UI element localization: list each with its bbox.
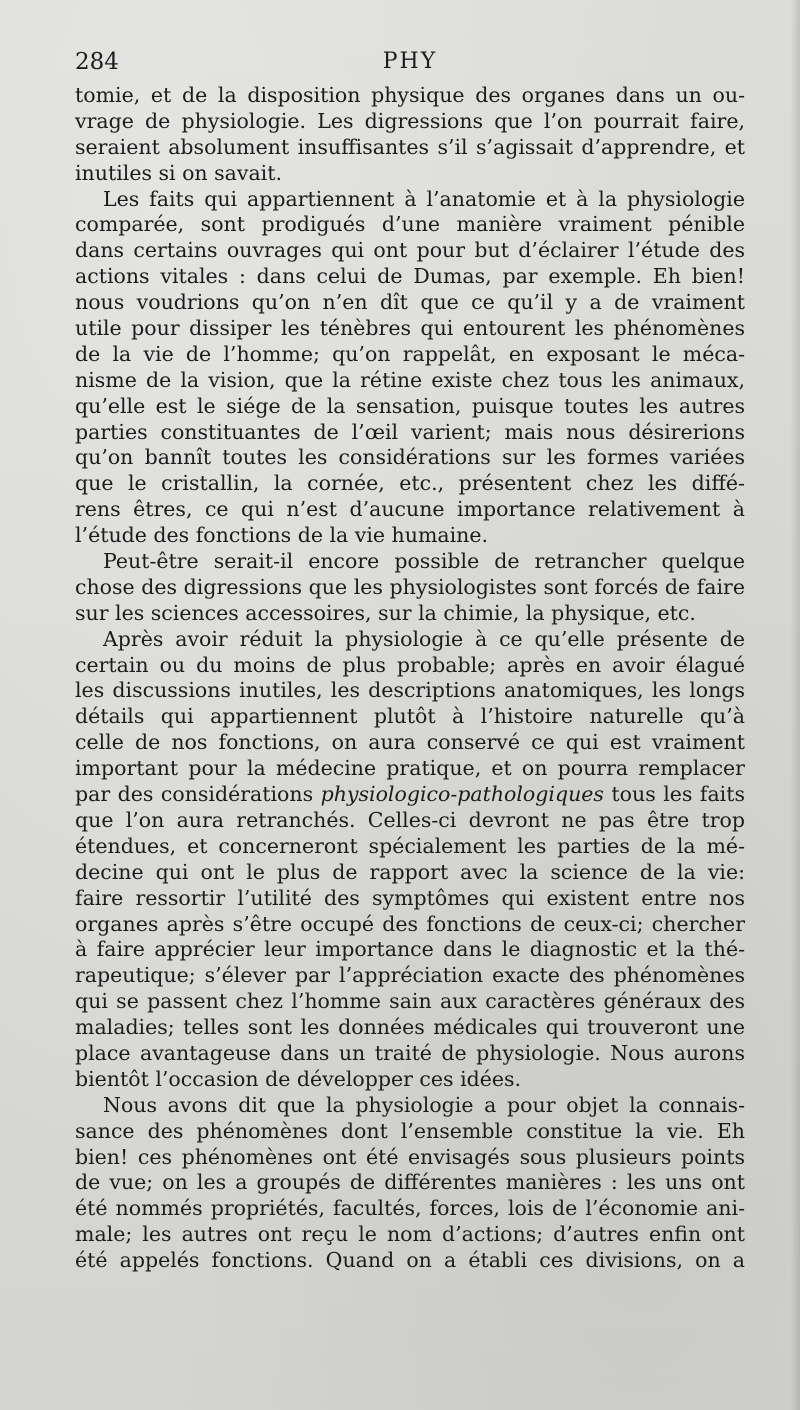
body-text — [75, 83, 745, 1274]
text-line: les discussions inutiles, les descriptions anatomiques, les longs — [75, 678, 745, 703]
page-edge-shadow — [790, 0, 800, 1410]
text-line: été appelés fonctions. Quand on a établi ces divisions, on a — [75, 1248, 745, 1273]
text-line: vrage de physiologie. Les digressions que l’on pourrait faire, — [75, 108, 745, 133]
text-line: qui se passent chez l’homme sain aux caractères généraux des — [75, 989, 745, 1014]
text-line: celle de nos fonctions, on aura conservé ce qui est vraiment — [75, 730, 745, 755]
paragraph — [75, 549, 745, 627]
text-line: Les faits qui appartiennent à l’anatomie et à la physiologie — [103, 186, 745, 211]
text-line: nous voudrions qu’on n’en dît que ce qu’il y a de vraiment — [75, 290, 745, 315]
text-line: Après avoir réduit la physiologie à ce qu’elle présente de — [103, 626, 745, 651]
text-line: parties constituantes de l’œil varient; mais nous désirerions — [75, 419, 745, 444]
italic-term: physiologico-pathologiques — [320, 782, 604, 807]
text-line: place avantageuse dans un traité de physiologie. Nous aurons — [75, 1040, 745, 1065]
text-line: détails qui appartiennent plutôt à l’histoire naturelle qu’à — [75, 704, 745, 729]
text-line: maladies; telles sont les données médicales qui trouveront une — [75, 1015, 745, 1040]
text-line: bien! ces phénomènes ont été envisagés sous plusieurs points — [75, 1144, 745, 1169]
text-line: de vue; on les a groupés de différentes manières : les uns ont — [75, 1170, 745, 1195]
text-line: qu’on bannît toutes les considérations sur les formes variées — [75, 445, 745, 470]
paragraph — [75, 627, 745, 1093]
text-line: sance des phénomènes dont l’ensemble constitue la vie. Eh — [75, 1118, 745, 1143]
text-line: organes après s’être occupé des fonctions de ceux-ci; chercher — [75, 911, 745, 936]
text-line: bientôt l’occasion de développer ces idées. — [75, 1066, 522, 1091]
text-line: rapeutique; s’élever par l’appréciation exacte des phénomènes — [75, 963, 745, 988]
text-line: été nommés propriétés, facultés, forces, lois de l’économie ani- — [75, 1196, 745, 1221]
text-line: Peut-être serait-il encore possible de retrancher quelque — [103, 549, 745, 574]
text-line: que l’on aura retranchés. Celles-ci devront ne pas être trop — [75, 807, 745, 832]
text-line: utile pour dissiper les ténèbres qui entourent les phénomènes — [75, 316, 745, 341]
text-line: à faire apprécier leur importance dans le diagnostic et la thé- — [75, 937, 745, 962]
paragraph — [75, 83, 745, 187]
text-line: comparée, sont prodigués d’une manière vraiment pénible — [75, 212, 745, 237]
text-segment: par des considérations — [75, 782, 321, 807]
text-line: étendues, et concerneront spécialement les parties de la mé- — [75, 833, 745, 858]
text-segment: tous les faits — [603, 782, 745, 807]
text-line: qu’elle est le siége de la sensation, puisque toutes les autres — [75, 393, 745, 418]
text-line: certain ou du moins de plus probable; après en avoir élagué — [75, 652, 745, 677]
text-line: actions vitales : dans celui de Dumas, par exemple. Eh bien! — [75, 264, 745, 289]
text-line: l’étude des fonctions de la vie humaine. — [75, 523, 489, 548]
text-line: que le cristallin, la cornée, etc., présentent chez les diffé- — [75, 471, 745, 496]
text-line: important pour la médecine pratique, et on pourra remplacer — [75, 756, 745, 781]
text-line: inutiles si on savait. — [75, 160, 282, 185]
text-line: faire ressortir l’utilité des symptômes qui existent entre nos — [75, 885, 745, 910]
text-line: rens êtres, ce qui n’est d’aucune importance relativement à — [75, 497, 745, 522]
running-head: PHY — [382, 49, 438, 74]
text-line: decine qui ont le plus de rapport avec la science de la vie: — [75, 859, 745, 884]
text-line: seraient absolument insuffisantes s’il s’agissait d’apprendre, et — [75, 134, 745, 159]
text-line: chose des digressions que les physiologistes sont forcés de faire — [75, 574, 745, 599]
paragraph — [75, 187, 745, 549]
paragraph — [75, 1093, 745, 1274]
text-line-with-italic — [75, 782, 745, 808]
text-line: nisme de la vision, que la rétine existe chez tous les animaux, — [75, 367, 745, 392]
page-number: 284 — [75, 49, 119, 75]
text-line: dans certains ouvrages qui ont pour but d’éclairer l’étude des — [75, 238, 745, 263]
text-line: de la vie de l’homme; qu’on rappelât, en exposant le méca- — [75, 341, 745, 366]
text-line: tomie, et de la disposition physique des organes dans un ou- — [75, 83, 745, 107]
page-header — [75, 46, 745, 78]
text-line: male; les autres ont reçu le nom d’actions; d’autres enfin ont — [75, 1222, 745, 1247]
text-line: sur les sciences accessoires, sur la chimie, la physique, etc. — [75, 600, 696, 625]
text-line: Nous avons dit que la physiologie a pour objet la connais- — [103, 1092, 745, 1117]
